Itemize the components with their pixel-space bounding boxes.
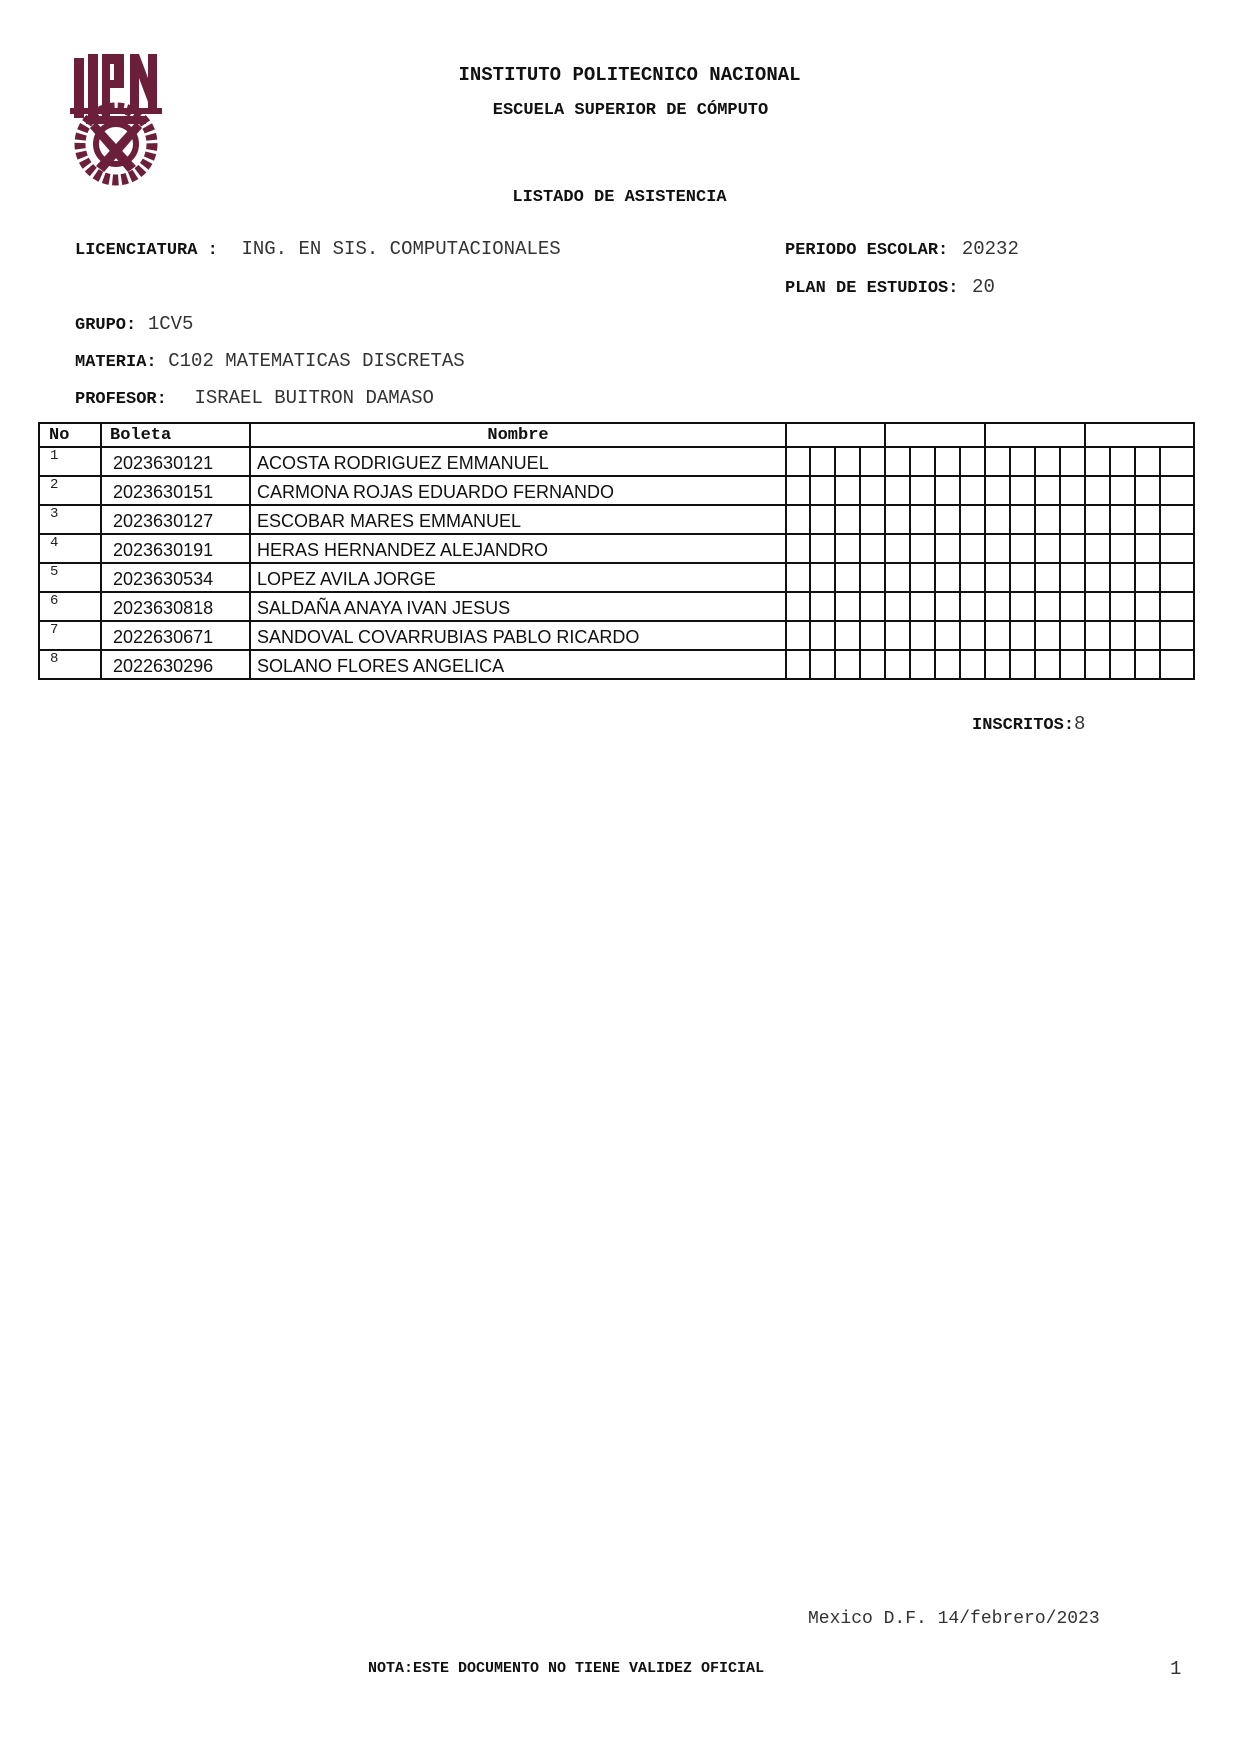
attendance-box [860, 447, 885, 476]
attendance-box [1035, 650, 1060, 679]
attendance-box [1135, 621, 1160, 650]
attendance-box [1085, 621, 1110, 650]
attendance-box [860, 563, 885, 592]
column-header-boleta: Boleta [101, 423, 250, 447]
attendance-box [935, 505, 960, 534]
attendance-box [1085, 534, 1110, 563]
attendance-box [910, 476, 935, 505]
attendance-week-header [985, 423, 1085, 447]
attendance-week-header [786, 423, 885, 447]
attendance-box [1160, 592, 1194, 621]
attendance-week-header [1085, 423, 1194, 447]
attendance-box [910, 621, 935, 650]
row-number: 2 [39, 476, 101, 505]
attendance-box [960, 476, 985, 505]
table-header-row [39, 423, 1194, 447]
row-nombre: SANDOVAL COVARRUBIAS PABLO RICARDO [250, 621, 786, 650]
row-number: 7 [39, 621, 101, 650]
attendance-box [835, 650, 860, 679]
table-row [39, 476, 1194, 505]
attendance-box [1010, 650, 1035, 679]
attendance-box [910, 505, 935, 534]
attendance-box [910, 563, 935, 592]
row-nombre: ACOSTA RODRIGUEZ EMMANUEL [250, 447, 786, 476]
row-nombre: CARMONA ROJAS EDUARDO FERNANDO [250, 476, 786, 505]
attendance-box [985, 592, 1010, 621]
attendance-box [1085, 505, 1110, 534]
attendance-box [1110, 650, 1135, 679]
table-row [39, 447, 1194, 476]
attendance-box [1160, 447, 1194, 476]
attendance-box [960, 621, 985, 650]
attendance-box [1110, 621, 1135, 650]
attendance-box [786, 447, 810, 476]
attendance-box [1060, 505, 1085, 534]
attendance-box [835, 505, 860, 534]
row-boleta: 2022630296 [101, 650, 250, 679]
materia-value: C102 MATEMATICAS DISCRETAS [168, 350, 465, 372]
table-row [39, 534, 1194, 563]
place-date: Mexico D.F. 14/febrero/2023 [808, 1609, 1100, 1629]
attendance-box [1035, 534, 1060, 563]
attendance-box [786, 621, 810, 650]
row-nombre: HERAS HERNANDEZ ALEJANDRO [250, 534, 786, 563]
attendance-box [1110, 476, 1135, 505]
attendance-box [885, 505, 910, 534]
attendance-box [786, 650, 810, 679]
attendance-box [1010, 621, 1035, 650]
attendance-box [985, 476, 1010, 505]
row-number: 6 [39, 592, 101, 621]
periodo-value: 20232 [961, 238, 1019, 260]
attendance-box [786, 476, 810, 505]
attendance-box [835, 447, 860, 476]
attendance-box [935, 447, 960, 476]
attendance-box [1060, 563, 1085, 592]
attendance-box [1085, 447, 1110, 476]
licenciatura-label: LICENCIATURA : [75, 241, 218, 260]
attendance-box [885, 447, 910, 476]
attendance-box [935, 592, 960, 621]
attendance-box [885, 534, 910, 563]
attendance-box [960, 650, 985, 679]
row-number: 1 [39, 447, 101, 476]
attendance-box [960, 534, 985, 563]
attendance-box [1160, 621, 1194, 650]
attendance-box [910, 592, 935, 621]
attendance-box [1160, 650, 1194, 679]
row-nombre: LOPEZ AVILA JORGE [250, 563, 786, 592]
row-number: 3 [39, 505, 101, 534]
document-title: LISTADO DE ASISTENCIA [512, 188, 727, 207]
attendance-box [935, 534, 960, 563]
attendance-box [1110, 592, 1135, 621]
row-boleta: 2023630127 [101, 505, 250, 534]
attendance-box [1110, 505, 1135, 534]
attendance-week-header [885, 423, 985, 447]
attendance-box [985, 621, 1010, 650]
column-header-no: No [39, 423, 101, 447]
attendance-box [1060, 476, 1085, 505]
attendance-box [935, 650, 960, 679]
attendance-box [910, 650, 935, 679]
table-row [39, 621, 1194, 650]
row-boleta: 2023630151 [101, 476, 250, 505]
attendance-box [885, 476, 910, 505]
attendance-box [1010, 476, 1035, 505]
attendance-box [810, 592, 835, 621]
attendance-box [1010, 534, 1035, 563]
row-nombre: SOLANO FLORES ANGELICA [250, 650, 786, 679]
row-boleta: 2023630191 [101, 534, 250, 563]
row-number: 4 [39, 534, 101, 563]
attendance-box [835, 592, 860, 621]
attendance-box [1135, 563, 1160, 592]
attendance-box [1010, 505, 1035, 534]
attendance-box [1060, 534, 1085, 563]
grupo-value: 1CV5 [147, 313, 194, 335]
row-nombre: ESCOBAR MARES EMMANUEL [250, 505, 786, 534]
licenciatura-value: ING. EN SIS. COMPUTACIONALES [241, 238, 561, 260]
attendance-box [1160, 505, 1194, 534]
attendance-box [1110, 534, 1135, 563]
attendance-box [1035, 563, 1060, 592]
table-row [39, 592, 1194, 621]
attendance-box [860, 534, 885, 563]
attendance-box [835, 621, 860, 650]
attendance-box [1060, 592, 1085, 621]
attendance-box [1160, 476, 1194, 505]
row-boleta: 2023630534 [101, 563, 250, 592]
attendance-box [1035, 592, 1060, 621]
grupo-label: GRUPO: [75, 316, 137, 335]
attendance-box [910, 534, 935, 563]
attendance-box [860, 476, 885, 505]
attendance-box [1135, 592, 1160, 621]
attendance-box [1135, 650, 1160, 679]
school-name: ESCUELA SUPERIOR DE CÓMPUTO [492, 101, 769, 120]
row-nombre: SALDAÑA ANAYA IVAN JESUS [250, 592, 786, 621]
attendance-box [960, 505, 985, 534]
materia-label: MATERIA: [75, 353, 157, 372]
attendance-box [1035, 505, 1060, 534]
attendance-box [1110, 563, 1135, 592]
attendance-box [885, 621, 910, 650]
attendance-box [860, 621, 885, 650]
attendance-box [835, 563, 860, 592]
profesor-label: PROFESOR: [75, 390, 167, 409]
attendance-box [810, 476, 835, 505]
attendance-box [935, 621, 960, 650]
row-number: 5 [39, 563, 101, 592]
profesor-value: ISRAEL BUITRON DAMASO [194, 387, 434, 409]
attendance-box [1085, 563, 1110, 592]
attendance-box [1010, 592, 1035, 621]
attendance-box [1035, 447, 1060, 476]
attendance-box [1160, 563, 1194, 592]
attendance-box [1060, 447, 1085, 476]
attendance-box [935, 563, 960, 592]
attendance-box [786, 534, 810, 563]
attendance-box [1135, 505, 1160, 534]
attendance-box [810, 505, 835, 534]
row-boleta: 2023630121 [101, 447, 250, 476]
attendance-box [810, 563, 835, 592]
attendance-box [960, 563, 985, 592]
disclaimer-note: NOTA:ESTE DOCUMENTO NO TIENE VALIDEZ OFICIAL [368, 1660, 765, 1677]
attendance-box [810, 534, 835, 563]
plan-label: PLAN DE ESTUDIOS: [785, 279, 959, 298]
page-number: 1 [1170, 1658, 1182, 1680]
attendance-box [1135, 447, 1160, 476]
institution-name: INSTITUTO POLITECNICO NACIONAL [458, 64, 801, 86]
attendance-box [1085, 592, 1110, 621]
attendance-box [835, 534, 860, 563]
attendance-box [960, 447, 985, 476]
plan-value: 20 [972, 276, 995, 298]
attendance-box [786, 563, 810, 592]
attendance-box [985, 447, 1010, 476]
attendance-box [835, 476, 860, 505]
attendance-box [1035, 621, 1060, 650]
attendance-box [985, 563, 1010, 592]
attendance-box [985, 534, 1010, 563]
attendance-box [1110, 447, 1135, 476]
attendance-box [885, 650, 910, 679]
attendance-box [1035, 476, 1060, 505]
attendance-box [960, 592, 985, 621]
attendance-box [1160, 534, 1194, 563]
attendance-box [910, 447, 935, 476]
attendance-box [810, 621, 835, 650]
attendance-box [860, 650, 885, 679]
periodo-label: PERIODO ESCOLAR: [785, 241, 949, 260]
attendance-box [810, 650, 835, 679]
table-row [39, 505, 1194, 534]
table-row [39, 650, 1194, 679]
attendance-box [985, 650, 1010, 679]
attendance-box [810, 447, 835, 476]
attendance-table [38, 422, 1195, 680]
attendance-box [1060, 621, 1085, 650]
attendance-box [786, 505, 810, 534]
attendance-box [985, 505, 1010, 534]
attendance-box [1010, 447, 1035, 476]
attendance-box [860, 592, 885, 621]
attendance-box [786, 592, 810, 621]
inscritos-label: INSCRITOS: [972, 716, 1075, 735]
attendance-box [885, 563, 910, 592]
row-boleta: 2022630671 [101, 621, 250, 650]
attendance-box [1010, 563, 1035, 592]
attendance-box [860, 505, 885, 534]
row-number: 8 [39, 650, 101, 679]
attendance-box [1135, 476, 1160, 505]
attendance-box [1060, 650, 1085, 679]
table-row [39, 563, 1194, 592]
attendance-box [1085, 650, 1110, 679]
row-boleta: 2023630818 [101, 592, 250, 621]
column-header-nombre: Nombre [250, 423, 786, 447]
attendance-box [1135, 534, 1160, 563]
inscritos-value: 8 [1074, 713, 1086, 735]
attendance-box [885, 592, 910, 621]
attendance-box [935, 476, 960, 505]
attendance-box [1085, 476, 1110, 505]
